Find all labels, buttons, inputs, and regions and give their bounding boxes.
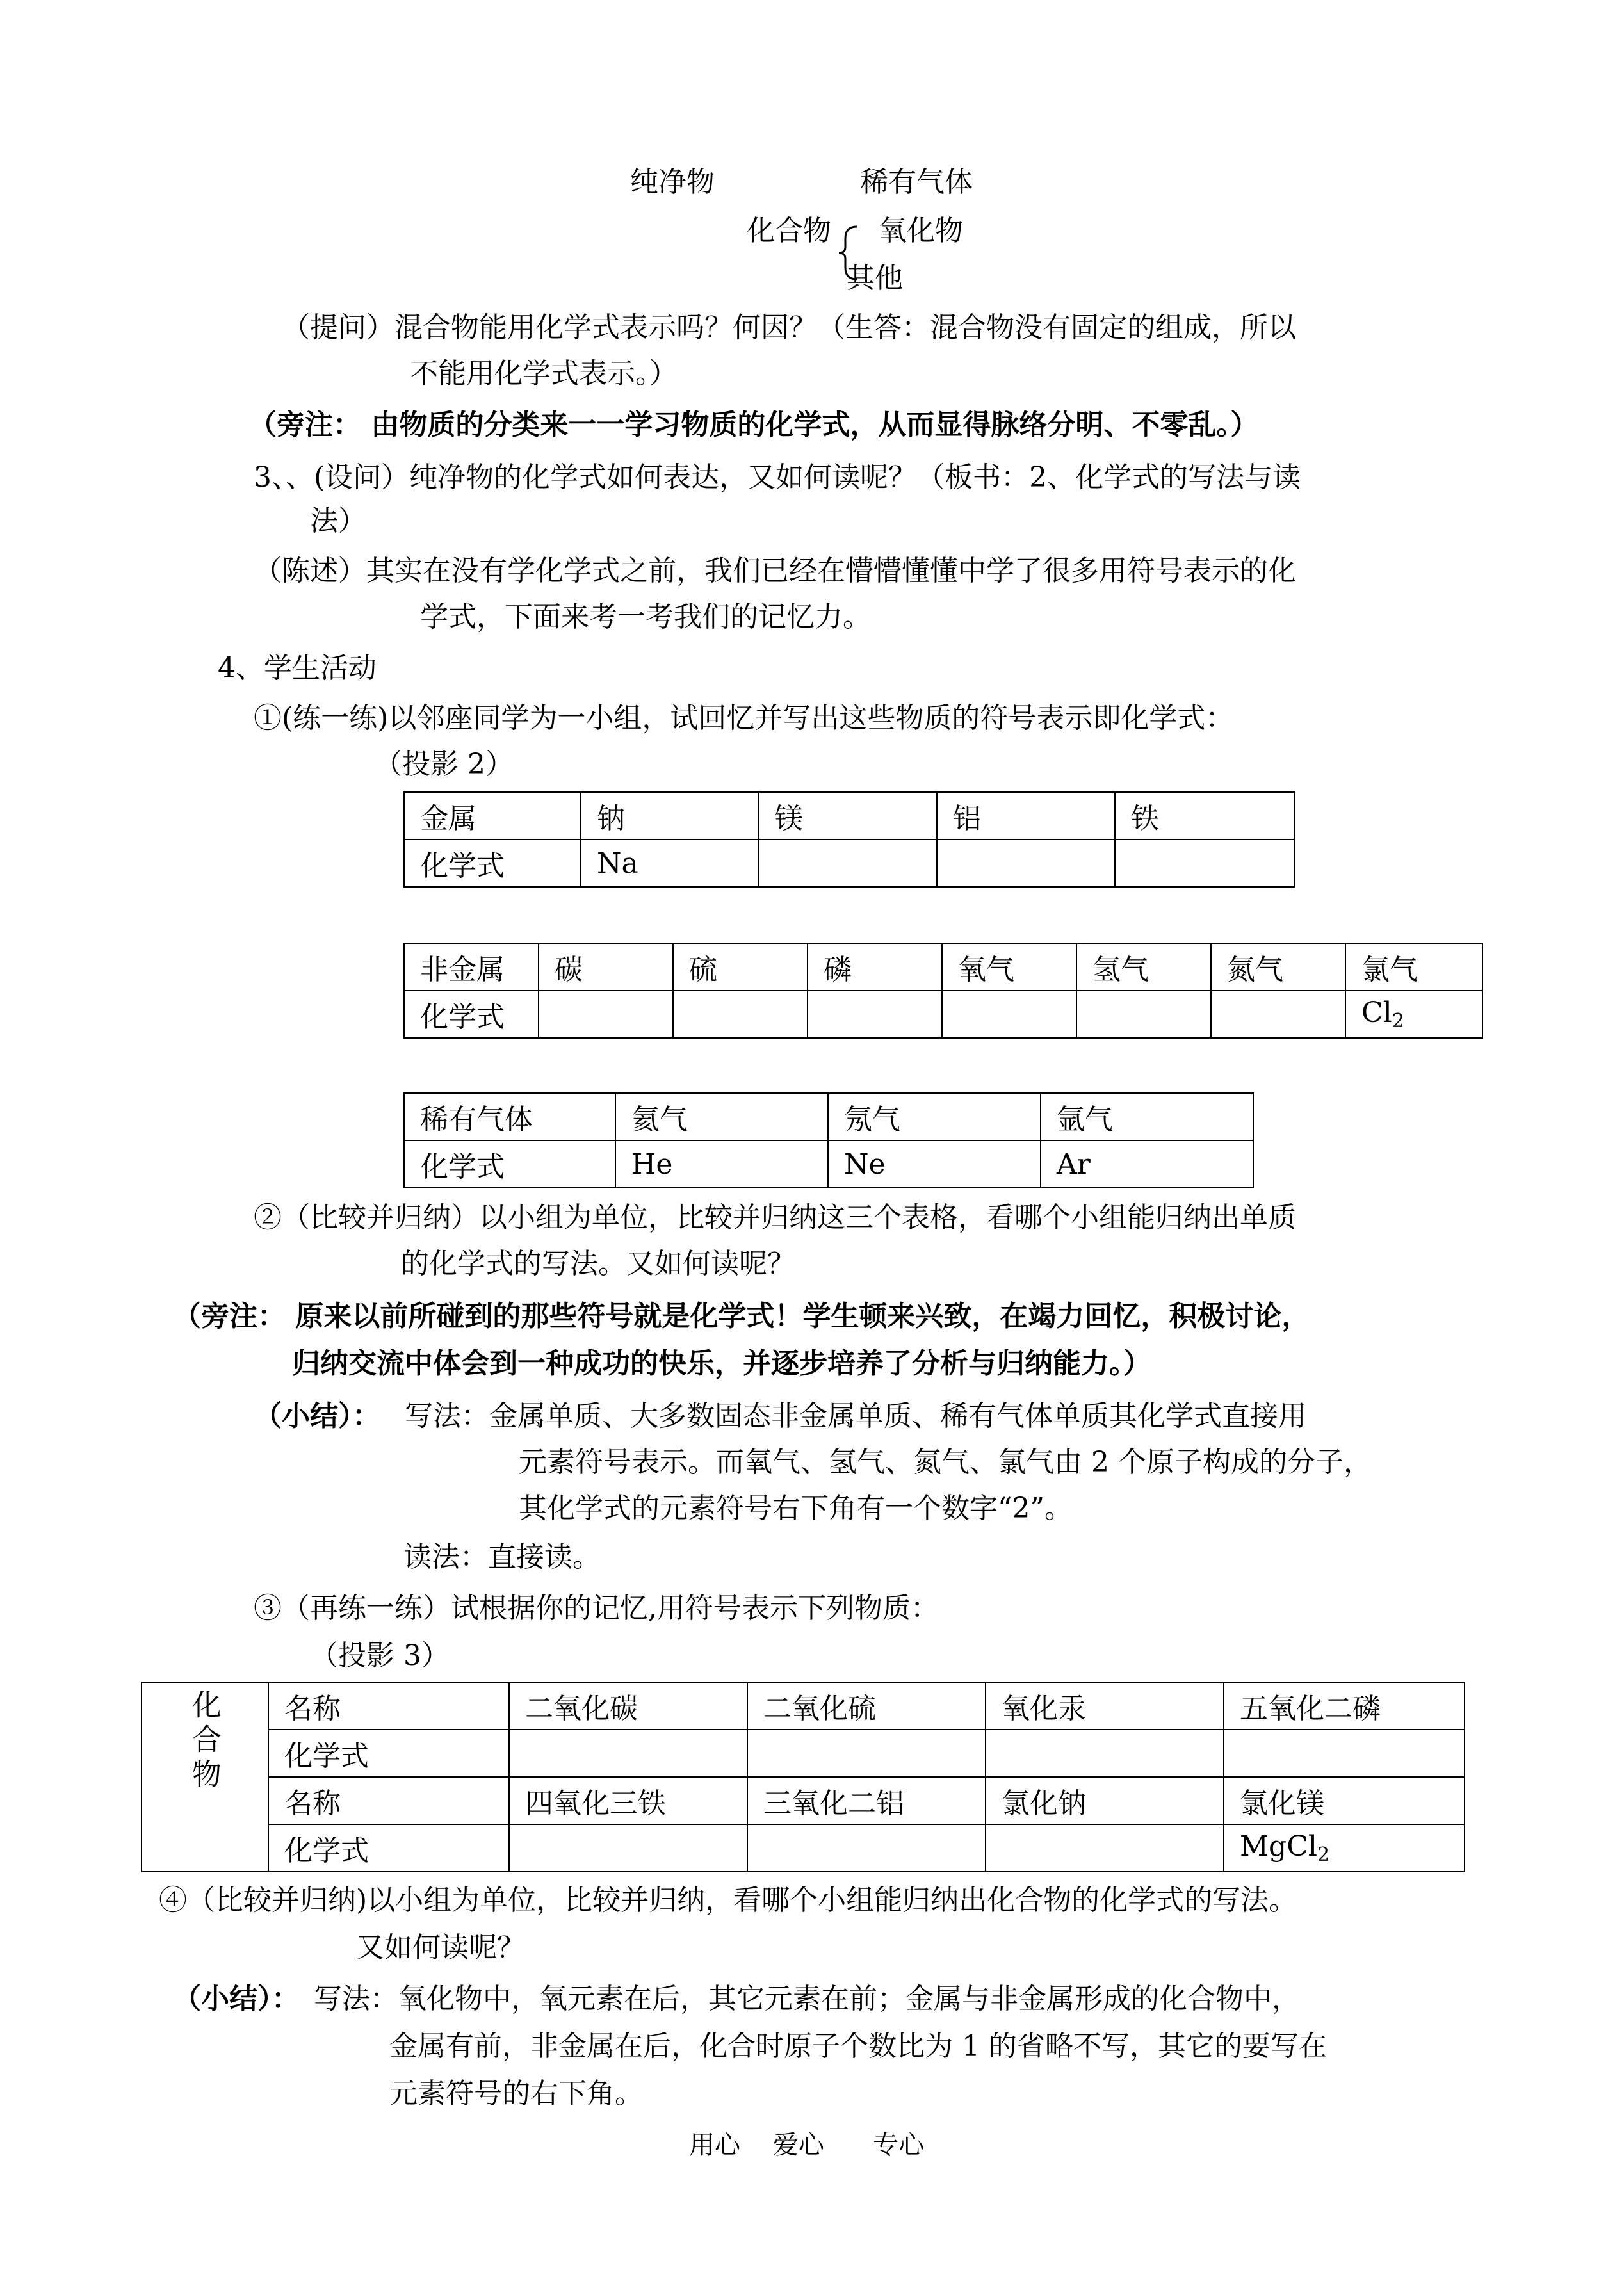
reading-rule: 读法：直接读。 bbox=[403, 1541, 601, 1573]
practice-2-line-1: ②（比较并归纳）以小组为单位，比较并归纳这三个表格，看哪个小组能归纳出单质 bbox=[254, 1201, 1296, 1234]
table-cell bbox=[1224, 1730, 1465, 1777]
table-cell: 硫 bbox=[673, 943, 808, 991]
table-cell: 镁 bbox=[759, 792, 937, 839]
table-cell: 氮气 bbox=[1211, 943, 1345, 991]
table-cell: 氧化汞 bbox=[986, 1682, 1224, 1730]
practice-4-line-1: ④（比较并归纳)以小组为单位，比较并归纳，看哪个小组能归纳出化合物的化学式的写法。 bbox=[159, 1884, 1297, 1917]
table-cell: 氯气 bbox=[1345, 943, 1482, 991]
statement-line-2: 学式，下面来考一考我们的记忆力。 bbox=[420, 601, 871, 633]
table-row bbox=[142, 1682, 1465, 1730]
chlorine-formula: Cl bbox=[1361, 996, 1392, 1029]
table-cell: 氢气 bbox=[1076, 943, 1211, 991]
summary-2-line-2: 金属有前，非金属在后，化合时原子个数比为 1 的省略不写，其它的要写在 bbox=[389, 2030, 1327, 2063]
table-cell bbox=[539, 991, 673, 1038]
table-cell: 化学式 bbox=[404, 1140, 615, 1188]
table-cell: 化学式 bbox=[268, 1824, 509, 1872]
summary-2-label: （小结）： bbox=[173, 1983, 300, 2015]
table-cell bbox=[808, 991, 942, 1038]
label-compound: 化合物 bbox=[747, 215, 831, 247]
table-row bbox=[404, 839, 1294, 887]
table-cell: 氦气 bbox=[615, 1093, 828, 1140]
table-cell: 化学式 bbox=[268, 1730, 509, 1777]
table-cell: 铝 bbox=[937, 792, 1115, 839]
table-cell bbox=[1224, 1824, 1465, 1872]
table-cell: 氖气 bbox=[828, 1093, 1041, 1140]
table-cell: Ne bbox=[828, 1140, 1041, 1188]
summary-2-line-3: 元素符号的右下角。 bbox=[389, 2077, 643, 2110]
table-cell: 磷 bbox=[808, 943, 942, 991]
practice-1-text: ①(练一练)以邻座同学为一小组，试回忆并写出这些物质的符号表示即化学式： bbox=[254, 702, 1234, 734]
table-cell bbox=[937, 839, 1115, 887]
compound-group-label: 化合物 bbox=[188, 1689, 222, 1793]
table-cell bbox=[1076, 991, 1211, 1038]
table-cell: 化学式 bbox=[404, 839, 581, 887]
side-note-2-line-2: 归纳交流中体会到一种成功的快乐，并逐步培养了分析与归纳能力。） bbox=[292, 1347, 1151, 1380]
table-cell bbox=[1211, 991, 1345, 1038]
table-cell bbox=[509, 1730, 747, 1777]
table-row bbox=[142, 1777, 1465, 1824]
table-cell: 氯化钠 bbox=[986, 1777, 1224, 1824]
table-row bbox=[142, 1824, 1465, 1872]
metal-table bbox=[403, 791, 1295, 888]
rare-gas-table bbox=[403, 1092, 1254, 1188]
table-cell: 四氧化三铁 bbox=[509, 1777, 747, 1824]
table-row bbox=[404, 943, 1482, 991]
table-cell: 碳 bbox=[539, 943, 673, 991]
table-cell bbox=[747, 1730, 986, 1777]
table-row bbox=[142, 1730, 1465, 1777]
label-other: 其他 bbox=[847, 262, 903, 295]
table-cell: 钠 bbox=[581, 792, 759, 839]
projection-3-label: （投影 3） bbox=[310, 1639, 450, 1672]
nonmetal-table bbox=[403, 943, 1483, 1039]
table-cell: 非金属 bbox=[404, 943, 539, 991]
practice-4-line-2: 又如何读呢？ bbox=[356, 1931, 525, 1964]
table-cell: 名称 bbox=[268, 1777, 509, 1824]
label-oxide: 氧化物 bbox=[879, 215, 963, 247]
mgcl-formula: MgCl bbox=[1240, 1830, 1317, 1863]
table-cell: 二氧化碳 bbox=[509, 1682, 747, 1730]
table-row bbox=[404, 1140, 1253, 1188]
compound-table bbox=[141, 1682, 1465, 1872]
question-line-1: （提问）混合物能用化学式表示吗？何因？（生答：混合物没有固定的组成，所以 bbox=[282, 311, 1296, 344]
page-footer: 用心 爱心 专心 bbox=[689, 2130, 925, 2160]
table-cell: 化学式 bbox=[404, 991, 539, 1038]
table-cell: Na bbox=[581, 839, 759, 887]
table-row bbox=[404, 991, 1482, 1038]
table-cell bbox=[1115, 839, 1294, 887]
table-cell: 金属 bbox=[404, 792, 581, 839]
table-cell: Ar bbox=[1041, 1140, 1253, 1188]
summary-1-line-2: 元素符号表示。而氧气、氢气、氮气、氯气由 2 个原子构成的分子， bbox=[519, 1446, 1372, 1479]
table-cell bbox=[509, 1824, 747, 1872]
table-row bbox=[404, 1093, 1253, 1140]
summary-1-label: （小结）： bbox=[254, 1400, 380, 1432]
compound-group-cell bbox=[142, 1682, 268, 1872]
table-cell bbox=[942, 991, 1076, 1038]
projection-2-label: （投影 2） bbox=[374, 748, 514, 781]
table-cell bbox=[986, 1824, 1224, 1872]
practice-2-line-2: 的化学式的写法。又如何读呢？ bbox=[401, 1247, 795, 1280]
table-cell bbox=[986, 1730, 1224, 1777]
chlorine-subscript: 2 bbox=[1392, 1010, 1404, 1032]
table-cell: 名称 bbox=[268, 1682, 509, 1730]
table-cell bbox=[759, 839, 937, 887]
classification-brace bbox=[832, 224, 861, 282]
label-rare-gas: 稀有气体 bbox=[860, 166, 973, 199]
table-cell: 五氧化二磷 bbox=[1224, 1682, 1465, 1730]
section-3-line-1: 3、、(设问）纯净物的化学式如何表达，又如何读呢？（板书：2、化学式的写法与读 bbox=[254, 461, 1301, 494]
table-cell: 氯化镁 bbox=[1224, 1777, 1465, 1824]
table-cell: He bbox=[615, 1140, 828, 1188]
table-cell: 铁 bbox=[1115, 792, 1294, 839]
summary-1-line-1: 写法：金属单质、大多数固态非金属单质、稀有气体单质其化学式直接用 bbox=[405, 1400, 1306, 1432]
table-cell: 稀有气体 bbox=[404, 1093, 615, 1140]
question-line-2: 不能用化学式表示。） bbox=[410, 357, 678, 390]
summary-1-line-3: 其化学式的元素符号右下角有一个数字“2”。 bbox=[519, 1492, 1073, 1525]
table-cell: 二氧化硫 bbox=[747, 1682, 986, 1730]
table-cell bbox=[747, 1824, 986, 1872]
side-note-2-line-1: （旁注： 原来以前所碰到的那些符号就是化学式！学生顿来兴致，在竭力回忆，积极讨论， bbox=[173, 1300, 1310, 1333]
mgcl-subscript: 2 bbox=[1317, 1844, 1330, 1866]
label-pure-substance: 纯净物 bbox=[630, 166, 715, 199]
table-cell bbox=[673, 991, 808, 1038]
summary-2-line-1: 写法：氧化物中，氧元素在后，其它元素在前；金属与非金属形成的化合物中， bbox=[314, 1983, 1300, 2015]
table-row bbox=[404, 792, 1294, 839]
section-4-heading: 4、学生活动 bbox=[218, 652, 377, 685]
side-note-1: （旁注： 由物质的分类来一一学习物质的化学式，从而显得脉络分明、不零乱。） bbox=[248, 409, 1259, 441]
practice-3-text: ③（再练一练）试根据你的记忆,用符号表示下列物质： bbox=[254, 1592, 939, 1625]
table-cell: 三氧化二铝 bbox=[747, 1777, 986, 1824]
table-cell: 氩气 bbox=[1041, 1093, 1253, 1140]
statement-line-1: （陈述）其实在没有学化学式之前，我们已经在懵懵懂懂中学了很多用符号表示的化 bbox=[254, 555, 1296, 587]
table-cell bbox=[1345, 991, 1482, 1038]
table-cell: 氧气 bbox=[942, 943, 1076, 991]
section-3-line-2: 法） bbox=[310, 505, 366, 537]
